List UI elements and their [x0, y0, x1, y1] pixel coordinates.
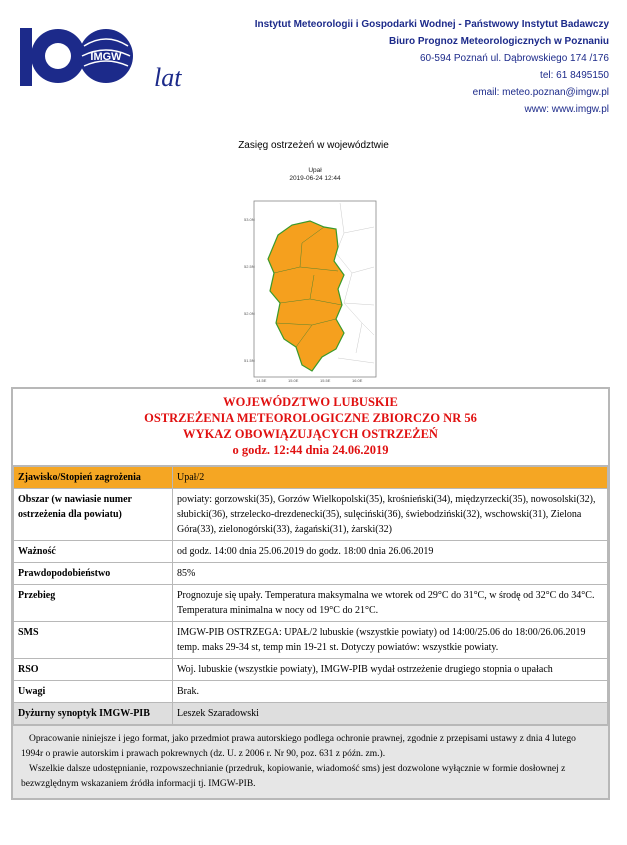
area-label: Obszar (w nawiasie numer ostrzeżenia dla powiatu): [14, 489, 173, 541]
bulletin-datetime: o godz. 12:44 dnia 24.06.2019: [232, 443, 389, 457]
imgw-100-lat-logo: [14, 24, 184, 104]
area-value: powiaty: gorzowski(35), Gorzów Wielkopolski(35), krośnieński(34), międzyrzecki(35), nowosolski(32), słubicki(36), strzelecko-drezdenecki(35), sulęciński(36), świebodziński(32), wschowski(31), Zielona Góra(33), zielonogórski(33), żagański(31), żarski(32): [173, 489, 608, 541]
sms-label: SMS: [14, 622, 173, 659]
rso-label: RSO: [14, 659, 173, 681]
bulletin-number: OSTRZEŻENIA METEOROLOGICZNE ZBIORCZO NR 56: [144, 411, 477, 425]
bulletin-list-title: WYKAZ OBOWIĄZUJĄCYCH OSTRZEŻEŃ: [183, 427, 438, 441]
distribution-text: Wszelkie dalsze udostępnianie, rozpowszechnianie (przedruk, kopiowanie, wiadomość sms) jest dozwolone wyłącznie w formie dosłownej z bezwzględnym wskazaniem źródła informacji tj. IMGW-PIB.: [21, 764, 566, 789]
notes-value: Brak.: [173, 681, 608, 703]
institute-name: Instytut Meteorologii i Gospodarki Wodnej - Państwowy Instytut Badawczy: [254, 19, 609, 30]
svg-text:IMGW: IMGW: [90, 51, 122, 63]
table-row-course: [14, 585, 608, 622]
notes-label: Uwagi: [14, 681, 173, 703]
duty-value: Leszek Szaradowski: [173, 703, 608, 725]
svg-text:53.0N: 53.0N: [244, 217, 255, 222]
svg-text:lat: lat: [154, 63, 182, 92]
svg-text:16.0E: 16.0E: [352, 378, 363, 383]
svg-text:52.5N: 52.5N: [244, 264, 255, 269]
office-address: 60-594 Poznań ul. Dąbrowskiego 174 /176: [419, 53, 609, 64]
office-phone: tel: 61 8495150: [540, 70, 609, 81]
phenomenon-value: Upał/2: [173, 467, 608, 489]
office-email: email: meteo.poznan@imgw.pl: [472, 87, 609, 98]
header-info: [255, 16, 609, 118]
warning-table: [13, 466, 608, 725]
svg-text:51.5N: 51.5N: [244, 358, 255, 363]
phenomenon-label: Zjawisko/Stopień zagrożenia: [14, 467, 173, 489]
rso-value: Woj. lubuskie (wszystkie powiaty), IMGW-PIB wydał ostrzeżenie drugiego stopnia o upałach: [173, 659, 608, 681]
table-row-duty: [14, 703, 608, 725]
table-row-sms: [14, 622, 608, 659]
probability-label: Prawdopodobieństwo: [14, 563, 173, 585]
svg-text:14.5E: 14.5E: [256, 378, 267, 383]
copyright-footer: [13, 725, 608, 798]
map-datetime: 2019-06-24 12:44: [289, 175, 341, 182]
voivodeship-map: [240, 163, 390, 385]
validity-label: Ważność: [14, 541, 173, 563]
table-row-validity: [14, 541, 608, 563]
course-label: Przebieg: [14, 585, 173, 622]
table-row-rso: [14, 659, 608, 681]
office-www: www: www.imgw.pl: [524, 104, 609, 115]
duty-label: Dyżurny synoptyk IMGW-PIB: [14, 703, 173, 725]
office-name: Biuro Prognoz Meteorologicznych w Poznaniu: [388, 36, 609, 47]
svg-text:15.5E: 15.5E: [320, 378, 331, 383]
warning-bulletin: [11, 387, 610, 800]
copyright-text: Opracowanie niniejsze i jego format, jako przedmiot prawa autorskiego podlega ochronie prawnej, zgodnie z przepisami ustawy z dnia 4 lutego 1994r o prawie autorskim i prawach pokrewnych (dz. U. z 2006 r. Nr 90, poz. 631 z późn. zm.).: [21, 734, 576, 759]
map-phenomenon: Upał: [308, 167, 322, 174]
table-row-probability: [14, 563, 608, 585]
course-value: Prognozuje się upały. Temperatura maksymalna we wtorek od 29°C do 31°C, w środę od 32°C do 34°C. Temperatura minimalna w nocy od 19°C do 21°C.: [173, 585, 608, 622]
bulletin-header: [13, 389, 608, 466]
svg-text:15.0E: 15.0E: [288, 378, 299, 383]
map-caption: Zasięg ostrzeżeń w województwie: [238, 140, 389, 151]
probability-value: 85%: [173, 563, 608, 585]
sms-value: IMGW-PIB OSTRZEGA: UPAŁ/2 lubuskie (wszystkie powiaty) od 14:00/25.06 do 18:00/26.06.2019 temp. maks 29-34 st, temp min 19-21 st. Dotyczy powiatów: wszystkie powiaty.: [173, 622, 608, 659]
table-row-notes: [14, 681, 608, 703]
validity-value: od godz. 14:00 dnia 25.06.2019 do godz. 18:00 dnia 26.06.2019: [173, 541, 608, 563]
svg-text:52.0N: 52.0N: [244, 311, 255, 316]
warning-map: [240, 163, 390, 385]
table-row-phenomenon: [14, 467, 608, 489]
bulletin-region: WOJEWÓDZTWO LUBUSKIE: [223, 395, 398, 409]
table-row-area: [14, 489, 608, 541]
